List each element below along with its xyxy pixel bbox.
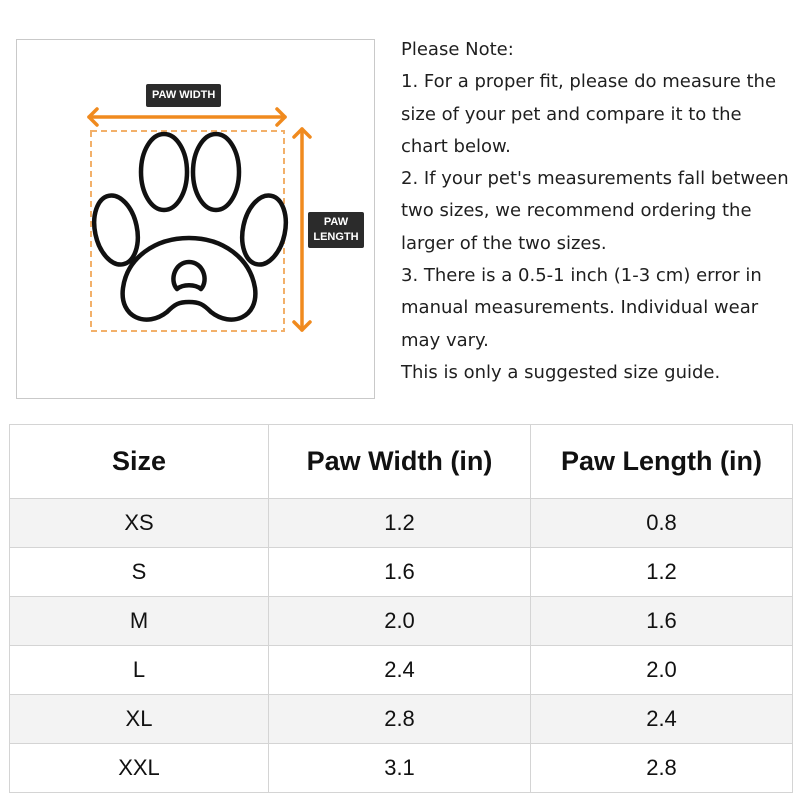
paw-measurement-diagram [16,39,375,399]
paw-width-arrow [89,109,285,125]
header-paw-length: Paw Length (in) [531,425,793,499]
table-row [10,548,793,597]
cell-paw-length: 1.6 [531,597,793,646]
cell-paw-width: 3.1 [269,744,531,793]
cell-size: L [10,646,269,695]
table-row [10,646,793,695]
header-paw-width: Paw Width (in) [269,425,531,499]
cell-paw-length: 1.2 [531,548,793,597]
paw-length-label-line2: LENGTH [313,231,359,243]
cell-paw-length: 0.8 [531,499,793,548]
table-row [10,499,793,548]
sizing-note [401,34,793,389]
note-item-1: 1. For a proper fit, please do measure the size of your pet and compare it to the chart below. [401,71,777,157]
cell-paw-width: 2.0 [269,597,531,646]
cell-paw-width: 1.6 [269,548,531,597]
cell-paw-length: 2.0 [531,646,793,695]
cell-paw-length: 2.4 [531,695,793,744]
cell-paw-width: 1.2 [269,499,531,548]
note-item-2: 2. If your pet's measurements fall between two sizes, we recommend ordering the larger of the two sizes. [401,168,789,254]
note-footer: This is only a suggested size guide. [401,361,721,383]
cell-size: XXL [10,744,269,793]
cell-size: XL [10,695,269,744]
paw-length-label-line1: PAW [323,216,349,228]
paw-length-label [308,212,364,248]
size-chart-table [9,424,793,793]
table-row [10,695,793,744]
cell-size: M [10,597,269,646]
header-size: Size [10,425,269,499]
table-row [10,597,793,646]
table-row [10,744,793,793]
cell-paw-length: 2.8 [531,744,793,793]
cell-size: XS [10,499,269,548]
note-item-3: 3. There is a 0.5-1 inch (1-3 cm) error in manual measurements. Individual wear may vary. [401,265,762,351]
paw-print-icon [88,134,292,320]
cell-paw-width: 2.8 [269,695,531,744]
table-header-row [10,425,793,499]
cell-paw-width: 2.4 [269,646,531,695]
cell-size: S [10,548,269,597]
paw-width-label: PAW WIDTH [146,84,221,107]
note-heading: Please Note: [401,39,514,60]
